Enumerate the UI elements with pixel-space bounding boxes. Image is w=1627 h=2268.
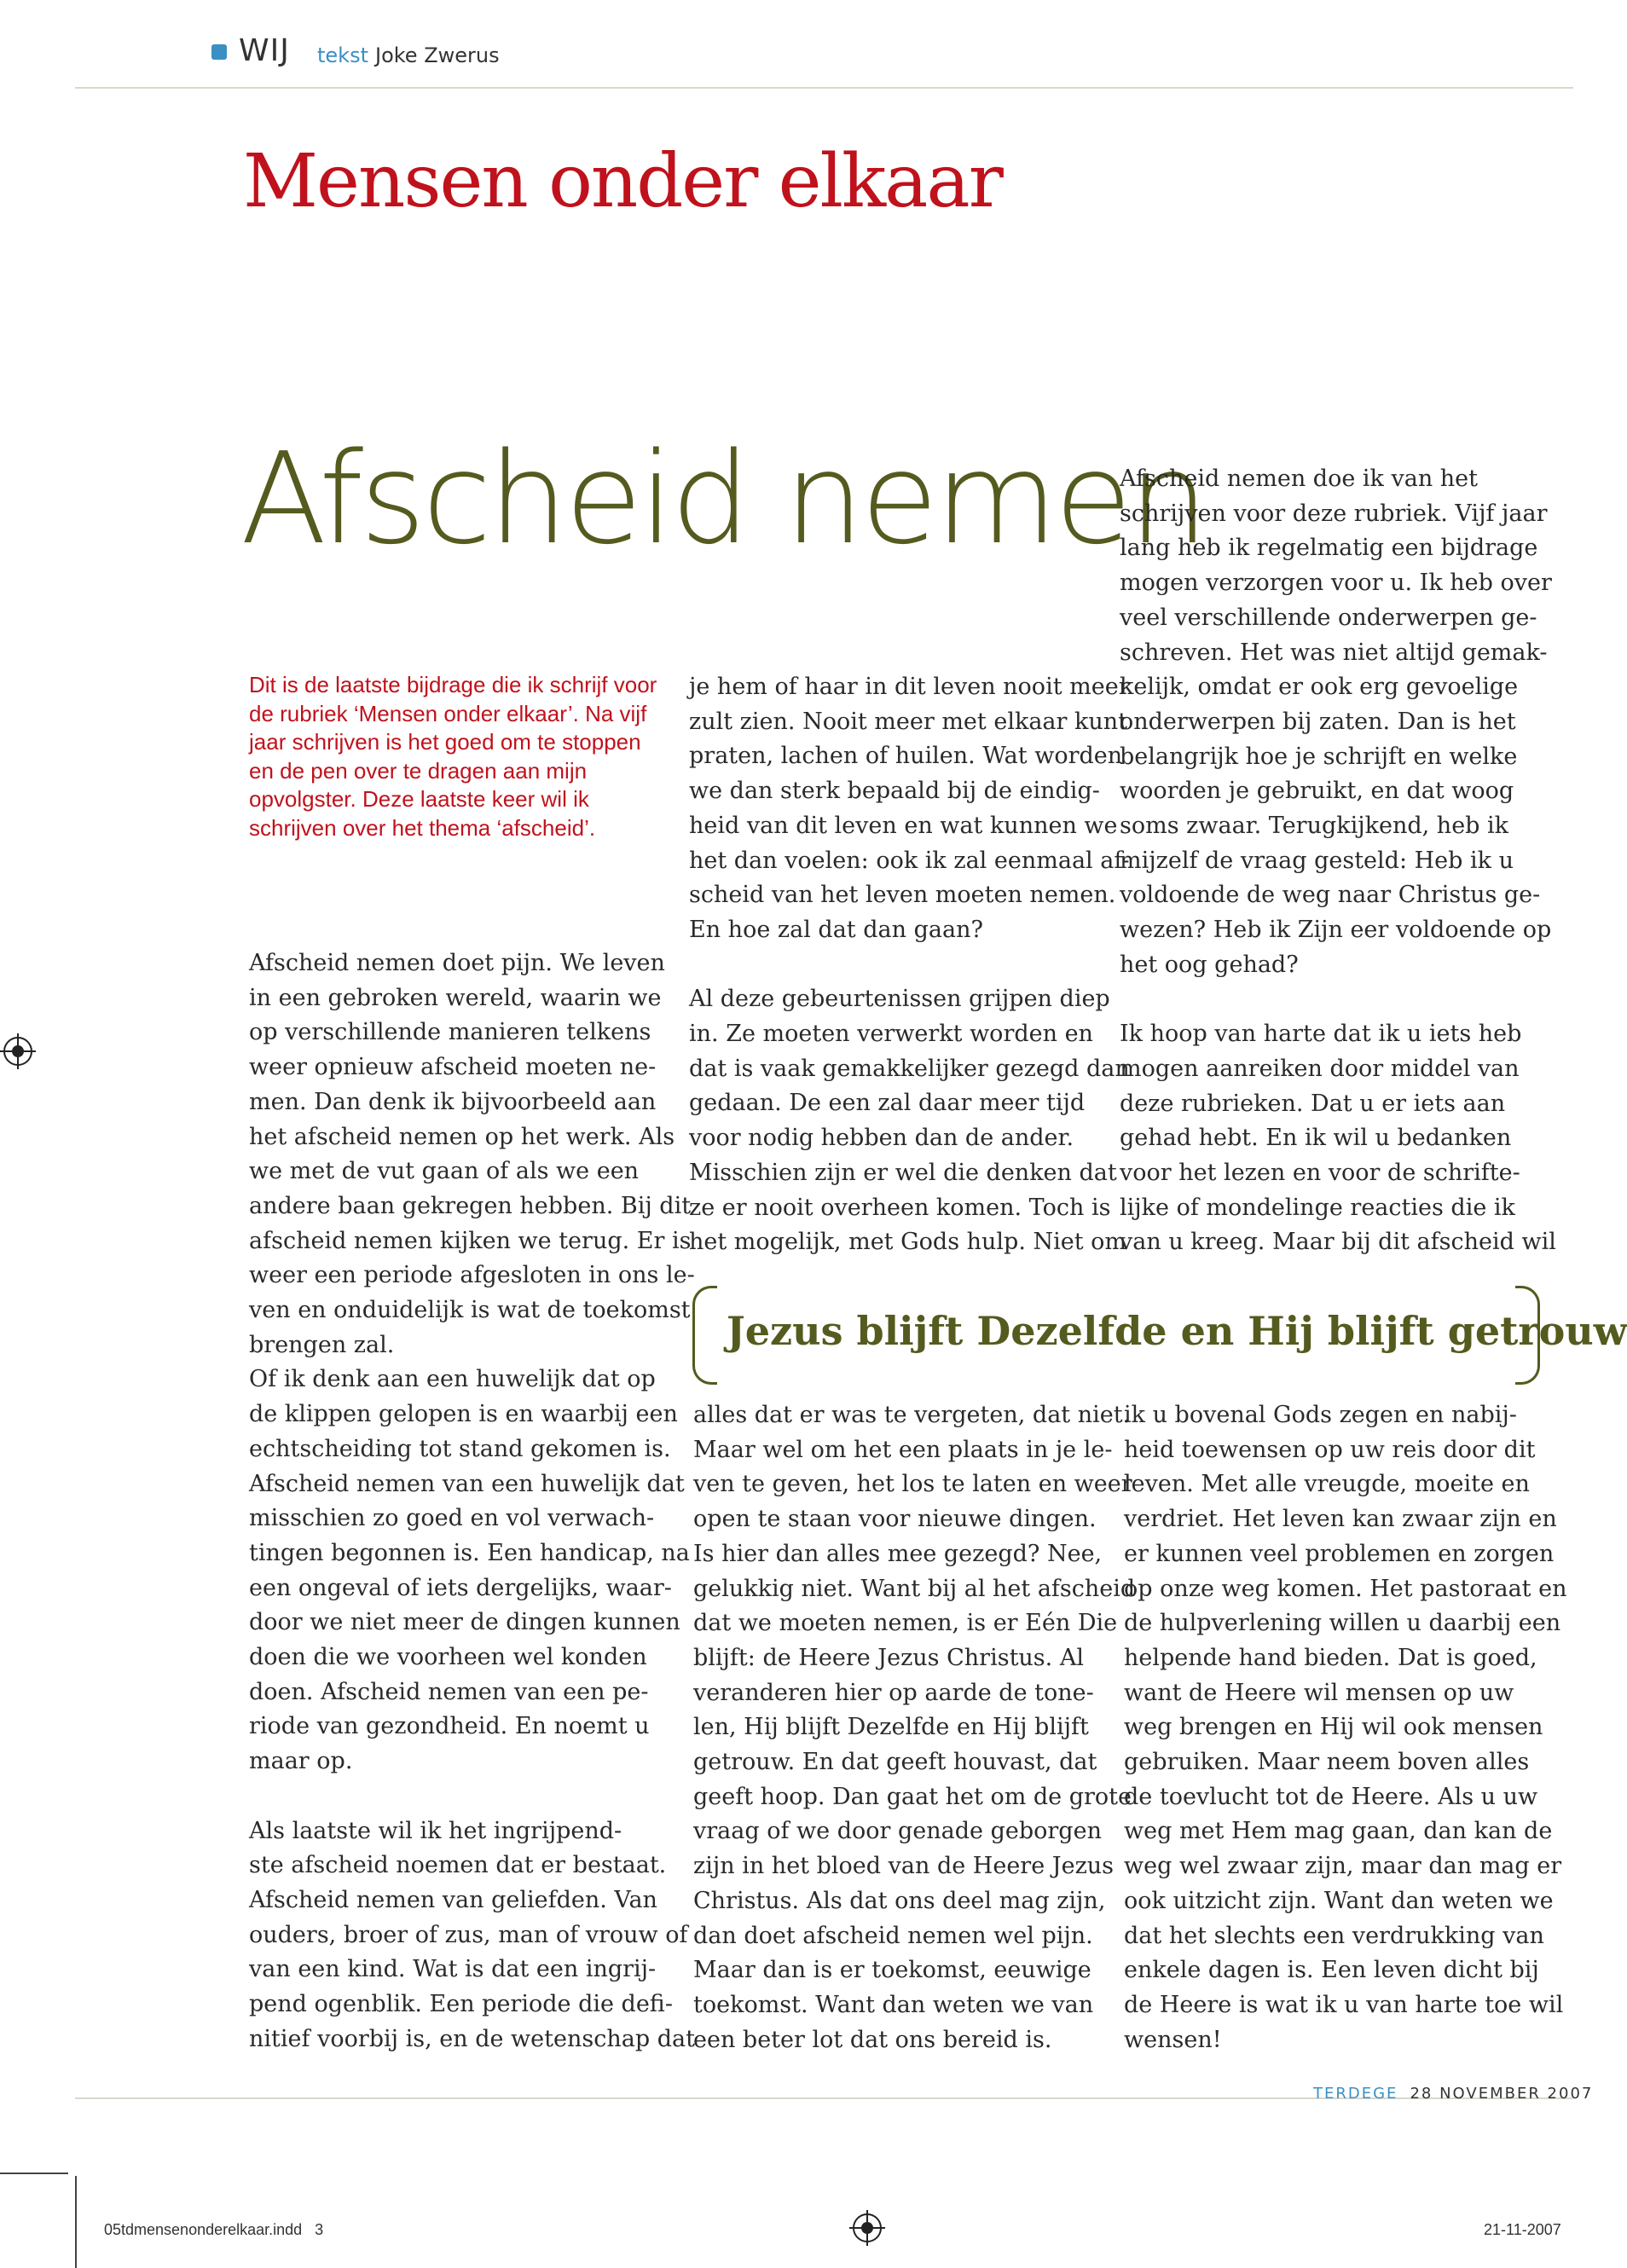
paragraph: [689, 670, 1130, 948]
issue-date: 28 NOVEMBER 2007: [1410, 2085, 1594, 2103]
text-line: dat is vaak gemakkelijker gezegd dan: [689, 1055, 1130, 1082]
text-line: Afscheid nemen van geliefden. Van: [249, 1886, 657, 1913]
text-line: riode van gezondheid. En noemt u: [249, 1713, 650, 1740]
text-line: Maar wel om het een plaats in je le-: [693, 1436, 1113, 1463]
paragraph: [693, 1398, 1136, 2057]
text-line: maar op.: [249, 1748, 353, 1775]
text-line: Misschien zijn er wel die denken dat: [689, 1159, 1117, 1186]
paragraph: [249, 1814, 695, 2057]
crop-mark: [0, 2173, 68, 2174]
text-line: deze rubrieken. Dat u er iets aan: [1120, 1090, 1506, 1117]
text-line: Afscheid nemen doet pijn. We leven: [249, 950, 665, 976]
text-line: ven te geven, het los te laten en weer: [693, 1471, 1132, 1498]
slug-filename: 05tdmensenonderelkaar.indd 3: [104, 2221, 324, 2238]
text-line: het mogelijk, met Gods hulp. Niet om: [689, 1229, 1127, 1256]
text-line: je hem of haar in dit leven nooit meer: [689, 674, 1130, 700]
registration-mark-icon: [853, 2213, 882, 2242]
text-line: Afscheid nemen van een huwelijk dat: [249, 1470, 685, 1497]
text-line: weg met Hem mag gaan, dan kan de: [1124, 1818, 1553, 1845]
text-line: belangrijk hoe je schrijft en welke: [1120, 743, 1518, 770]
text-line: veel verschillende onderwerpen ge-: [1120, 604, 1537, 631]
text-line: er kunnen veel problemen en zorgen: [1124, 1540, 1555, 1567]
text-line: pend ogenblik. Een periode die defi-: [249, 1991, 673, 2018]
text-line: schrijven voor deze rubriek. Vijf jaar: [1120, 500, 1548, 527]
text-line: vraag of we door genade geborgen: [693, 1818, 1102, 1845]
text-line: weer opnieuw afscheid moeten ne-: [249, 1054, 657, 1081]
paragraph: [249, 946, 695, 1779]
text-line: andere baan gekregen hebben. Bij dit: [249, 1192, 692, 1219]
text-line: wezen? Heb ik Zijn eer voldoende op: [1120, 917, 1552, 944]
text-line: van een kind. Wat is dat een ingrij-: [249, 1956, 657, 1983]
text-line: doen die we voorheen wel konden: [249, 1644, 647, 1671]
text-line: verdriet. Het leven kan zwaar zijn en: [1124, 1506, 1557, 1533]
text-line: mogen aanreiken door middel van: [1120, 1055, 1520, 1082]
paragraph: [1120, 462, 1552, 983]
text-line: En hoe zal dat dan gaan?: [689, 916, 983, 943]
text-line: weg brengen en Hij wil ook mensen: [1124, 1714, 1543, 1741]
text-line: weer een periode afgesloten in ons le-: [249, 1262, 695, 1289]
text-line: de hulpverlening willen u daarbij een: [1124, 1610, 1561, 1637]
registration-mark-icon: [3, 1037, 32, 1066]
article-title: Afscheid nemen: [240, 425, 1206, 572]
text-line: Als laatste wil ik het ingrijpend-: [249, 1817, 622, 1844]
text-line: want de Heere wil mensen op uw: [1124, 1679, 1514, 1706]
text-line: Maar dan is er toekomst, eeuwige: [693, 1957, 1091, 1984]
rubric-title: Mensen onder elkaar: [243, 139, 1002, 224]
text-line: Ik hoop van harte dat ik u iets heb: [1120, 1021, 1522, 1048]
header-rule: [75, 87, 1573, 89]
text-line: scheid van het leven moeten nemen.: [689, 882, 1116, 909]
text-line: een ongeval of iets dergelijks, waar-: [249, 1574, 672, 1601]
text-line: veranderen hier op aarde de tone-: [693, 1679, 1094, 1706]
article-intro: Dit is de laatste bijdrage die ik schrijf voor de rubriek ‘Mensen onder elkaar’. Na vijf jaar schrijven is het goed om te stoppen en de pen over te dragen aan mijn opvolgster. Deze laatste keer wil ik schrijven over het thema ‘afscheid’.: [249, 672, 657, 841]
text-line: misschien zo goed en vol verwach-: [249, 1505, 655, 1532]
author-credit: [317, 43, 500, 68]
crop-mark: [75, 2176, 77, 2268]
magazine-name: TERDEGE: [1313, 2085, 1398, 2103]
text-line: op onze weg komen. Het pastoraat en: [1124, 1575, 1567, 1602]
text-line: ook uitzicht zijn. Want dan weten we: [1124, 1887, 1554, 1914]
text-line: een beter lot dat ons bereid is.: [693, 2026, 1052, 2053]
text-line: brengen zal.: [249, 1331, 395, 1358]
text-line: Christus. Als dat ons deel mag zijn,: [693, 1887, 1106, 1914]
text-line: doen. Afscheid nemen van een pe-: [249, 1678, 649, 1705]
text-line: getrouw. En dat geeft houvast, dat: [693, 1749, 1097, 1776]
text-line: we met de vut gaan of als we een: [249, 1158, 640, 1185]
text-line: in een gebroken wereld, waarin we: [249, 984, 662, 1011]
text-line: op verschillende manieren telkens: [249, 1019, 651, 1046]
text-line: dat het slechts een verdrukking van: [1124, 1922, 1544, 1949]
text-line: Afscheid nemen doe ik van het: [1120, 466, 1479, 492]
text-line: nitief voorbij is, en de wetenschap dat: [249, 2025, 695, 2052]
text-line: gebruiken. Maar neem boven alles: [1124, 1749, 1530, 1776]
left-brace-icon: [692, 1286, 717, 1385]
text-line: heid van dit leven en wat kunnen we: [689, 812, 1118, 839]
text-line: zult zien. Nooit meer met elkaar kunt: [689, 708, 1127, 735]
paragraph: [1124, 1398, 1567, 2057]
column-2-top: [689, 670, 1130, 1260]
text-line: mijzelf de vraag gesteld: Heb ik u: [1120, 847, 1514, 874]
text-line: ze er nooit overheen komen. Toch is: [689, 1194, 1111, 1221]
text-line: ven en onduidelijk is wat de toekomst: [249, 1297, 691, 1324]
text-line: de Heere is wat ik u van harte toe wil: [1124, 1991, 1564, 2018]
text-line: gelukkig niet. Want bij al het afscheid: [693, 1575, 1136, 1602]
text-line: dat we moeten nemen, is er Eén Die: [693, 1610, 1118, 1637]
author-label: tekst: [317, 43, 368, 67]
text-line: gehad hebt. En ik wil u bedanken: [1120, 1125, 1512, 1152]
text-line: we dan sterk bepaald bij de eindig-: [689, 778, 1100, 805]
text-line: Is hier dan alles mee gezegd? Nee,: [693, 1540, 1103, 1567]
text-line: het oog gehad?: [1120, 951, 1299, 978]
text-line: in. Ze moeten verwerkt worden en: [689, 1021, 1093, 1048]
text-line: Of ik denk aan een huwelijk dat op: [249, 1366, 656, 1393]
text-line: open te staan voor nieuwe dingen.: [693, 1506, 1097, 1533]
text-line: toekomst. Want dan weten we van: [693, 1991, 1094, 2018]
text-line: echtscheiding tot stand gekomen is.: [249, 1435, 671, 1462]
text-line: dan doet afscheid nemen wel pijn.: [693, 1922, 1093, 1949]
text-line: schreven. Het was niet altijd gemak-: [1120, 639, 1548, 666]
text-line: ouders, broer of zus, man of vrouw of: [249, 1921, 688, 1948]
text-line: leven. Met alle vreugde, moeite en: [1124, 1471, 1530, 1498]
slug-date: 21-11-2007: [1484, 2221, 1561, 2238]
text-line: de toevlucht tot de Heere. Als u uw: [1124, 1783, 1538, 1810]
text-line: weg wel zwaar zijn, maar dan mag er: [1124, 1853, 1562, 1880]
text-line: len, Hij blijft Dezelfde en Hij blijft: [693, 1714, 1089, 1741]
column-3-bottom: [1124, 1398, 1567, 2057]
text-line: praten, lachen of huilen. Wat worden: [689, 743, 1123, 770]
paragraph: [1120, 1017, 1556, 1260]
text-line: tingen begonnen is. Een handicap, na: [249, 1539, 690, 1566]
text-line: voor het lezen en voor de schrifte-: [1120, 1160, 1520, 1187]
text-line: lijke of mondelinge reacties die ik: [1120, 1194, 1515, 1221]
text-line: soms zwaar. Terugkijkend, heb ik: [1120, 813, 1509, 840]
pull-quote-text: Jezus blijft Dezelfde en Hij blijft getrouw: [727, 1308, 1627, 1354]
text-line: mogen verzorgen voor u. Ik heb over: [1120, 570, 1552, 597]
text-line: ste afscheid noemen dat er bestaat.: [249, 1852, 667, 1879]
author-name: Joke Zwerus: [375, 43, 500, 67]
text-line: voor nodig hebben dan de ander.: [689, 1125, 1074, 1152]
text-line: lang heb ik regelmatig een bijdrage: [1120, 535, 1538, 562]
section-marker: [211, 44, 227, 60]
text-line: het afscheid nemen op het werk. Als: [249, 1123, 675, 1150]
text-line: ik u bovenal Gods zegen en nabij-: [1124, 1402, 1517, 1428]
text-line: Al deze gebeurtenissen grijpen diep: [689, 986, 1110, 1013]
text-line: afscheid nemen kijken we terug. Er is: [249, 1227, 692, 1254]
text-line: kelijk, omdat er ook erg gevoelige: [1120, 674, 1519, 701]
text-line: de klippen gelopen is en waarbij een: [249, 1401, 678, 1428]
column-3-top: [1120, 462, 1556, 1260]
text-line: zijn in het bloed van de Heere Jezus: [693, 1853, 1115, 1880]
text-line: alles dat er was te vergeten, dat niet.: [693, 1402, 1131, 1428]
right-brace-icon: [1515, 1286, 1540, 1385]
text-line: helpende hand bieden. Dat is goed,: [1124, 1644, 1537, 1671]
text-line: heid toewensen op uw reis door dit: [1124, 1436, 1536, 1463]
text-line: blijft: de Heere Jezus Christus. Al: [693, 1644, 1084, 1671]
text-line: voldoende de weg naar Christus ge-: [1120, 882, 1541, 909]
pull-quote: [692, 1286, 1627, 1380]
column-2-bottom: [693, 1398, 1136, 2057]
text-line: wensen!: [1124, 2026, 1222, 2053]
section-label: WIJ: [239, 33, 290, 68]
paragraph: [689, 982, 1130, 1260]
text-line: van u kreeg. Maar bij dit afscheid wil: [1120, 1229, 1556, 1256]
text-line: woorden je gebruikt, en dat woog: [1120, 778, 1514, 805]
text-line: gedaan. De een zal daar meer tijd: [689, 1090, 1086, 1117]
text-line: enkele dagen is. Een leven dicht bij: [1124, 1957, 1539, 1984]
text-line: geeft hoop. Dan gaat het om de grote: [693, 1783, 1132, 1810]
text-line: onderwerpen bij zaten. Dan is het: [1120, 708, 1516, 735]
text-line: het dan voelen: ook ik zal eenmaal af-: [689, 847, 1130, 874]
page-footer: [1313, 2084, 1593, 2104]
column-1: [249, 946, 695, 2057]
text-line: door we niet meer de dingen kunnen: [249, 1609, 680, 1636]
text-line: men. Dan denk ik bijvoorbeeld aan: [249, 1088, 657, 1115]
